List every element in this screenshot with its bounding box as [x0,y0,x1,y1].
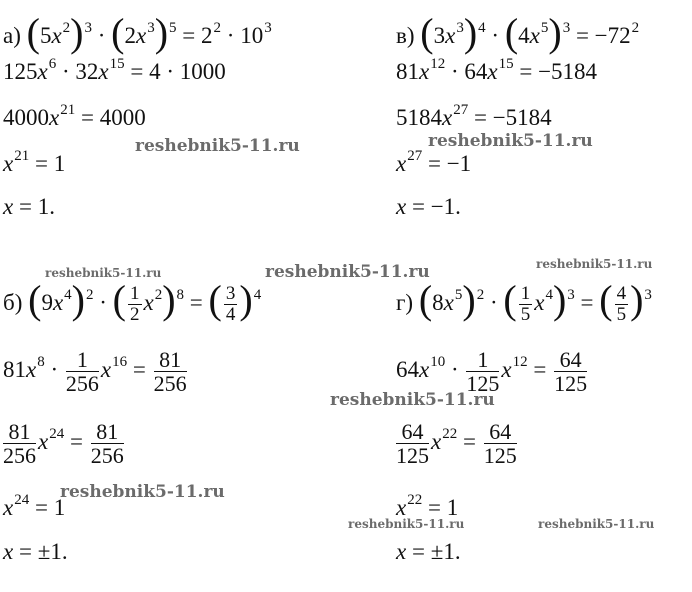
problem-b-line-1: б) $(9x^4)^2$ · ( $\frac{1}{2}$ $x^2)^8$ = ( $\frac{3}{4}$ )$^4$ [3,277,262,326]
problem-g-line-1: г) $(8x^5)^2$ · ( $\frac{1}{5}$ $x^4)^3$ = ( $\frac{4}{5}$ )$^3$ [396,277,652,326]
problem-a-label: а) [3,23,21,48]
problem-v-line-2: $81x^{12} \cdot 64x^{15} = -5184$ [396,56,598,84]
problem-g-line-2: $64x^{10}$ · $\frac{1}{125}$ $x^{12}$ = $\frac{64}{125}$ [396,347,588,397]
problem-b-line-3: $\frac{81}{256}$ $x^{24}$ = $\frac{81}{256}$ [3,419,124,469]
problem-b-line-2: $81x^8$ · $\frac{1}{256}$ $x^{16}$ = $\frac{81}{256}$ [3,347,187,397]
problem-b-label: б) [3,290,23,315]
problem-v-line-5: x = −1. [396,194,461,219]
problem-a-line-5: x = 1. [3,194,55,219]
watermark: reshebnik5-11.ru [428,131,593,151]
problem-a-line-4: $x^{21} = 1$ [3,148,66,176]
watermark: reshebnik5-11.ru [538,517,655,531]
watermark: reshebnik5-11.ru [536,257,653,271]
problem-g-label: г) [396,290,414,315]
watermark: reshebnik5-11.ru [60,482,225,502]
problem-g-line-4: $x^{22} = 1$ [396,492,459,520]
problem-a-line-1: а) $(5x^2)^3 \cdot (2x^3)^5 = 2^2 \cdot 10^3$ [3,10,272,55]
problem-v-label: в) [396,23,415,48]
problem-b-line-5: x = ±1. [3,539,68,564]
problem-v-line-1: в) $(3x^3)^4 \cdot (4x^5)^3 = -72^2$ [396,10,640,55]
problem-b-line-4: $x^{24} = 1$ [3,492,66,520]
watermark: reshebnik5-11.ru [45,266,162,280]
watermark: reshebnik5-11.ru [330,390,495,410]
problem-g-line-3: $\frac{64}{125}$ $x^{22}$ = $\frac{64}{125}$ [396,419,517,469]
problem-a-line-3: $4000x^{21} = 4000$ [3,102,146,130]
problem-g-line-5: x = ±1. [396,539,461,564]
problem-v-line-4: $x^{27} = -1$ [396,148,472,176]
problem-v-line-3: $5184x^{27} = -5184$ [396,102,552,130]
watermark: reshebnik5-11.ru [135,136,300,156]
watermark: reshebnik5-11.ru [348,517,465,531]
watermark: reshebnik5-11.ru [265,262,430,282]
problem-a-line-2: $125x^6 \cdot 32x^{15} = 4 \cdot 1000$ [3,56,226,84]
